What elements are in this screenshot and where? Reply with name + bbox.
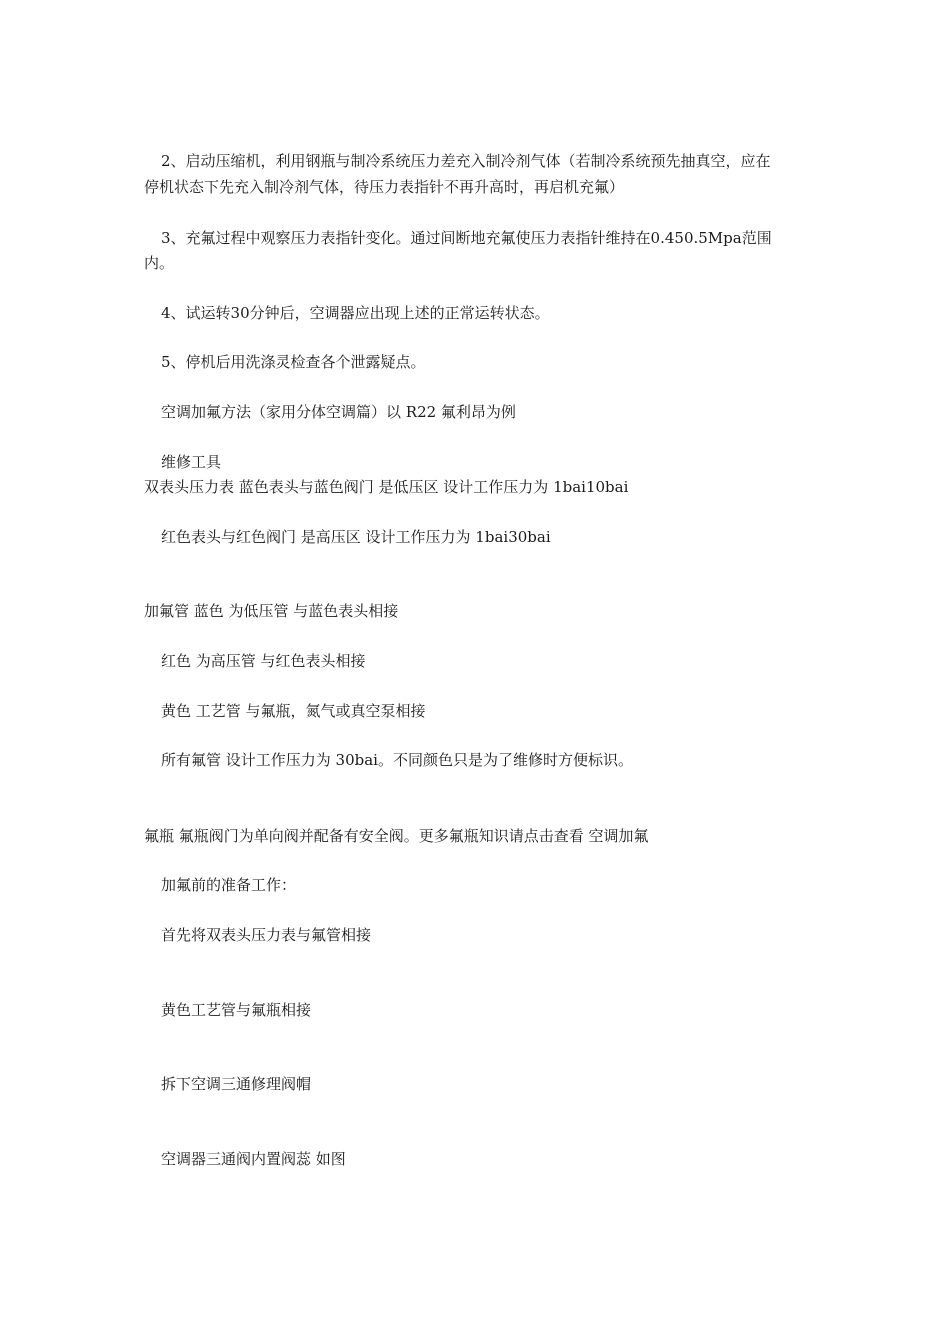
preparation-step-3: 拆下空调三通修理阀帽 xyxy=(161,1075,312,1093)
gauge-low-pressure: 双表头压力表 蓝色表头与蓝色阀门 是低压区 设计工作压力为 1bai10bai xyxy=(144,478,629,496)
hose-blue: 加氟管 蓝色 为低压管 与蓝色表头相接 xyxy=(144,602,399,620)
paragraph-step-3-line-1: 3、充氟过程中观察压力表指针变化。通过间断地充氟使压力表指针维持在0.450.5Mpa范围 xyxy=(161,229,772,247)
paragraph-step-2-line-2: 停机状态下先充入制冷剂气体，待压力表指针不再升高时，再启机充氟） xyxy=(144,178,625,196)
preparation-step-1: 首先将双表头压力表与氟管相接 xyxy=(161,926,372,944)
preparation-step-4: 空调器三通阀内置阀蕊 如图 xyxy=(161,1150,346,1168)
preparation-step-2: 黄色工艺管与氟瓶相接 xyxy=(161,1001,312,1019)
hose-pressure-note: 所有氟管 设计工作压力为 30bai。不同颜色只是为了维修时方便标识。 xyxy=(161,751,633,769)
cylinder-description: 氟瓶 氟瓶阀门为单向阀并配备有安全阀。更多氟瓶知识请点击查看 空调加氟 xyxy=(144,827,649,845)
tools-heading: 维修工具 xyxy=(161,453,222,471)
gauge-high-pressure: 红色表头与红色阀门 是高压区 设计工作压力为 1bai30bai xyxy=(161,528,551,546)
hose-red: 红色 为高压管 与红色表头相接 xyxy=(161,652,366,670)
paragraph-step-4: 4、试运转30分钟后，空调器应出现上述的正常运转状态。 xyxy=(161,304,550,322)
preparation-heading: 加氟前的准备工作： xyxy=(161,876,297,894)
paragraph-step-3-line-2: 内。 xyxy=(144,254,175,272)
paragraph-step-2-line-1: 2、启动压缩机，利用钢瓶与制冷系统压力差充入制冷剂气体（若制冷系统预先抽真空，应在 xyxy=(161,152,771,170)
hose-yellow: 黄色 工艺管 与氟瓶，氮气或真空泵相接 xyxy=(161,702,426,720)
paragraph-step-5: 5、停机后用洗涤灵检查各个泄露疑点。 xyxy=(161,353,426,371)
section-title: 空调加氟方法（家用分体空调篇）以 R22 氟利昂为例 xyxy=(161,403,516,421)
